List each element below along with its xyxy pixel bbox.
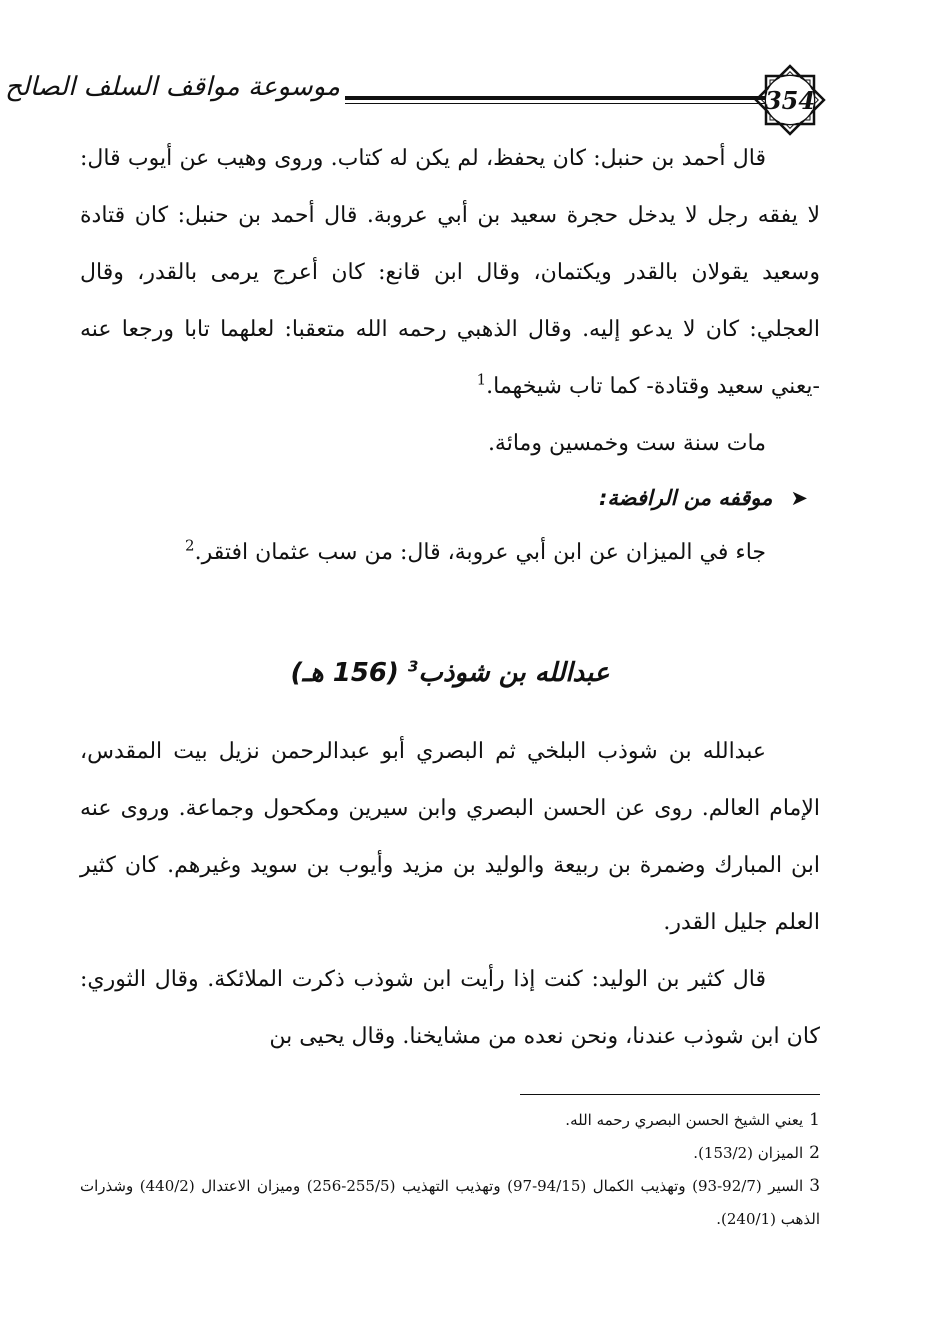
footnote-1 (80, 1104, 820, 1137)
header-rule-thick (345, 96, 765, 100)
subheading (80, 472, 820, 524)
footnote-separator (520, 1094, 820, 1095)
footnote-ref-1[interactable]: 1 (476, 370, 487, 389)
paragraph-1-rest: أيوب قال: لا يفقه رجل لا يدخل حجرة سعيد بن أبي عروبة. قال أحمد بن حنبل: كان قتادة وسعيد يقولان بالقدر ويكتمان، وقال ابن قانع: كان أعرج يرمى بالقدر، وقال العجلي: كان لا يدعو إليه. وقال الذهبي رحمه الله متعقبا: لعلهما تابا ورجعا عنه -يعني سعيد وقتادة- كما تاب شيخهما. (80, 146, 820, 399)
header-rule-thin (345, 103, 765, 104)
section-title (80, 645, 820, 701)
footnotes (80, 1104, 820, 1236)
main-text (80, 130, 820, 1065)
paragraph-4: عبدالله بن شوذب البلخي ثم البصري أبو عبدالرحمن نزيل بيت المقدس، الإمام العالم. روى عن الحسن البصري وابن سيرين ومكحول وجماعة. وروى عنه ابن المبارك وضمرة بن ربيعة والوليد بن مزيد وأيوب بن سويد وغيرهم. كان كثير العلم جليل القدر. (80, 739, 820, 935)
footnote-text: يعني الشيخ الحسن البصري رحمه الله. (565, 1111, 804, 1129)
footnote-ref-3[interactable]: 3 (407, 657, 419, 676)
footnote-ref-2[interactable]: 2 (185, 536, 195, 555)
section-title-year: (156 هـ) (290, 658, 399, 688)
footnote-number: 2 (809, 1143, 820, 1163)
footnote-number: 1 (809, 1110, 820, 1130)
page-number: 354 (764, 86, 816, 115)
paragraph-2: مات سنة ست وخمسين ومائة. (487, 431, 766, 456)
series-title: موسوعة مواقف السلف الصالح (5, 72, 340, 102)
subheading-text: موقفه من الرافضة: (598, 486, 773, 510)
section-title-name: عبدالله بن شوذب (418, 658, 610, 688)
footnote-number: 3 (809, 1176, 821, 1196)
arrow-bullet-icon: ➤ (790, 486, 808, 510)
footnote-2 (80, 1137, 820, 1170)
page-number-badge (750, 60, 830, 140)
paragraph-1 (80, 130, 820, 415)
paragraph-1-line-1: قال أحمد بن حنبل: كان يحفظ، لم يكن له كتاب. وروى وهيب عن (179, 146, 766, 171)
paragraph-3-text: جاء في الميزان عن ابن أبي عروبة، قال: من سب عثمان افتقر. (194, 540, 766, 565)
paragraph-5: قال كثير بن الوليد: كنت إذا رأيت ابن شوذب ذكرت الملائكة. وقال الثوري: كان ابن شوذب عندنا، ونحن نعده من مشايخنا. وقال يحيى بن (80, 967, 820, 1049)
page-header (5, 60, 830, 140)
paragraph-3 (80, 524, 820, 581)
footnote-text: الميزان (153/2). (693, 1144, 804, 1162)
footnote-3 (80, 1170, 820, 1236)
footnote-text: السير (92/7-93) وتهذيب الكمال (94/15-97) وتهذيب التهذيب (255/5-256) وميزان الاعتدال (440/2) وشذرات الذهب (240/1). (80, 1177, 820, 1228)
